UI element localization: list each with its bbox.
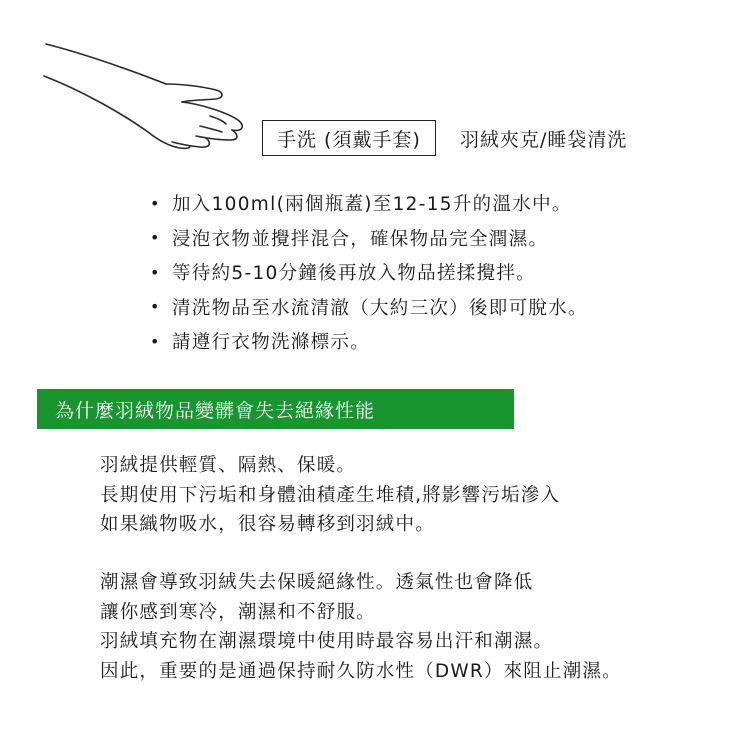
paragraph-line: 潮濕會導致羽絨失去保暖絕緣性。透氣性也會降低 <box>100 572 534 593</box>
instruction-item <box>150 186 588 221</box>
section-banner-title: 為什麼羽絨物品變髒會失去絕緣性能 <box>55 399 376 422</box>
instruction-list <box>150 186 588 359</box>
instruction-item <box>150 290 588 325</box>
instruction-item <box>150 221 588 256</box>
paragraph-line: 讓你感到寒冷，潮濕和不舒服。 <box>100 601 376 623</box>
paragraph-benefits <box>100 451 560 540</box>
instruction-text: 請遵行衣物洗滌標示。 <box>172 332 371 354</box>
instruction-text: 浸泡衣物並攪拌混合，確保物品完全潤濕。 <box>172 228 549 250</box>
hand-outline-icon <box>40 40 255 155</box>
bullet-icon: • <box>150 193 161 213</box>
bullet-icon: • <box>150 262 161 282</box>
method-boxed-text: 手洗 (須戴手套) <box>277 128 421 151</box>
instruction-text: 等待約5-10分鐘後再放入物品搓揉攪拌。 <box>172 263 536 285</box>
section-banner <box>37 389 514 429</box>
bullet-icon: • <box>150 331 161 351</box>
instruction-text: 加入100ml(兩個瓶蓋)至12-15升的溫水中。 <box>172 194 572 216</box>
paragraph-line: 長期使用下污垢和身體油積產生堆積,將影響污垢滲入 <box>100 484 561 506</box>
method-label-rest <box>460 120 627 156</box>
method-rest-text: 羽絨夾克/睡袋清洗 <box>460 128 628 151</box>
instruction-item <box>150 324 588 359</box>
paragraph-line: 羽絨提供輕質、隔熱、保暖。 <box>100 455 357 476</box>
paragraph-line: 因此，重要的是通過保持耐久防水性（DWR）來阻止潮濕。 <box>100 660 622 682</box>
paragraph-moisture <box>100 568 622 686</box>
bullet-icon: • <box>150 228 161 248</box>
method-label-boxed <box>262 120 436 156</box>
paragraph-line: 羽絨填充物在潮濕環境中使用時最容易出汗和潮濕。 <box>100 631 554 652</box>
instruction-item <box>150 255 588 290</box>
paragraph-line: 如果織物吸水，很容易轉移到羽絨中。 <box>100 514 435 535</box>
instruction-text: 清洗物品至水流清澈（大約三次）後即可脫水。 <box>172 297 588 319</box>
bullet-icon: • <box>150 297 161 317</box>
